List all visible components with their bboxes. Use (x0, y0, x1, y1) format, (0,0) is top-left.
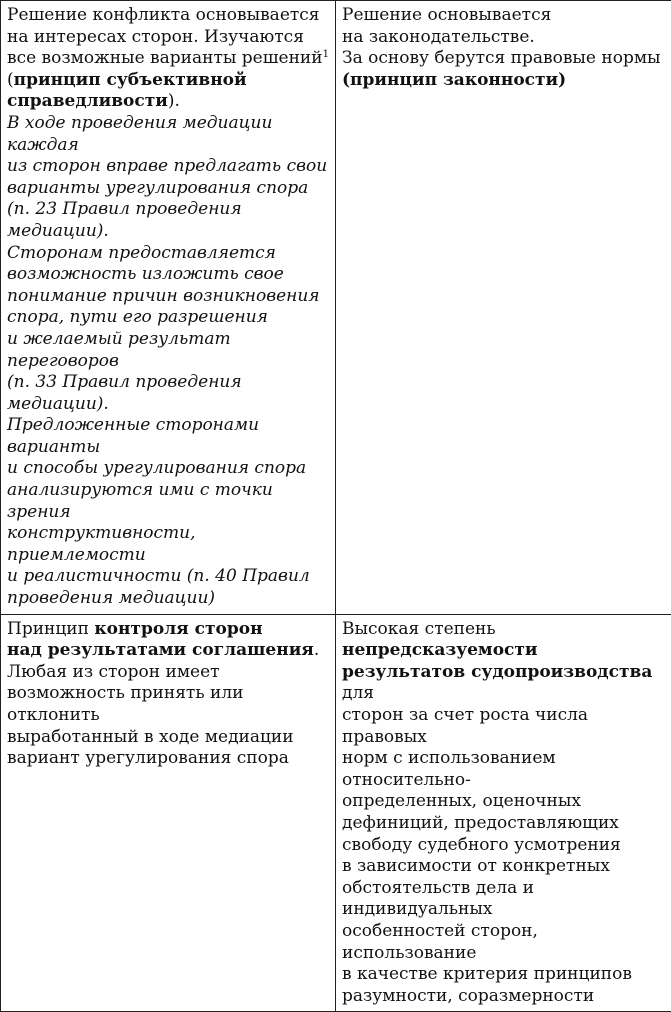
principle-subjective-justice: принцип субъективной справедливости (7, 70, 247, 112)
cell-text: Решение основывается на законодательстве. За основу берутся правовые нормы (342, 5, 661, 68)
cell-paragraph (7, 5, 329, 113)
paren-close: ). (168, 91, 180, 111)
cell-text: для сторон за счет роста числа правовых норм с использованием относительно- определенных, оценочных дефиниций, предоставляющих свободу судебного усмотрения в зависимости от конкретных обстоятельств дела и индивидуальных особенностей сторон, использование в качестве критерия принципов разумности, соразмерности (342, 683, 632, 1005)
cell-text: Высокая степень (342, 619, 496, 639)
cell-paragraph (342, 619, 667, 1008)
court-cell (336, 614, 671, 1012)
footnote-mark: 1 (323, 49, 329, 60)
mediation-rules-citation: В ходе проведения медиации каждая из сторон вправе предлагать свои варианты урегулирования спора (п. 23 Правил проведения медиации). Сторонам предоставляется возможность изложить свое понимание причин возникновения спора, пути его разрешения и желаемый результат переговоров (п. 33 Правил проведения медиации). Предложенные сторонами варианты и способы урегулирования спора анализируются ими с точки зрения конструктивности, приемлемости и реалистичности (п. 40 Правил проведения медиации) (7, 113, 329, 610)
principle-unpredictability: непредсказуемости результатов судопроизводства (342, 640, 652, 682)
table-row (1, 1, 671, 615)
cell-paragraph (342, 5, 667, 91)
principle-legality: (принцип законности) (342, 70, 566, 90)
mediation-cell (1, 1, 336, 615)
cell-text: Решение конфликта основывается на интересах сторон. Изучаются все возможные варианты решений (7, 5, 323, 68)
court-cell (336, 1, 671, 615)
paren-open: ( (7, 70, 14, 90)
cell-text: Принцип (7, 619, 94, 639)
cell-paragraph (7, 619, 329, 770)
table-row (1, 614, 671, 1012)
mediation-cell (1, 614, 336, 1012)
cell-text: . Любая из сторон имеет возможность принять или отклонить выработанный в ходе медиации вариант урегулирования спора (7, 640, 319, 768)
principle-party-control: контроля сторон над результатами соглашения (7, 619, 314, 661)
